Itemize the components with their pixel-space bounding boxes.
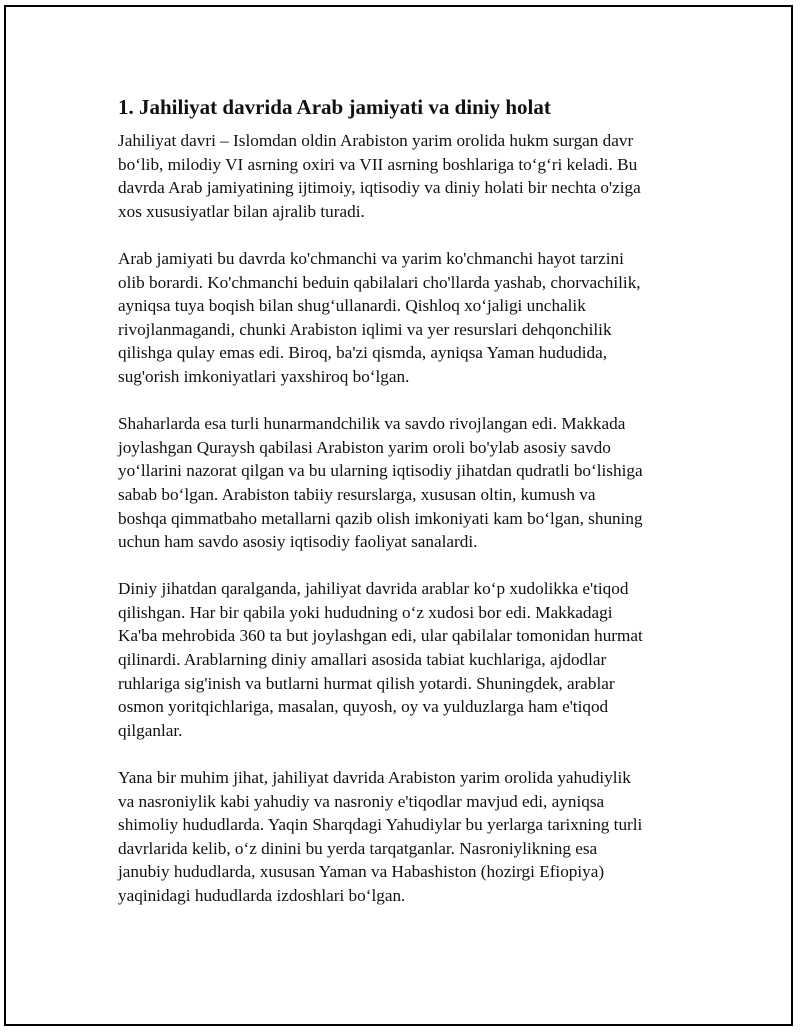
text-line: boshqa qimmatbaho metallarni qazib olish imkoniyati kam bo‘lgan, shuning	[118, 508, 643, 528]
text-line: joylashgan Quraysh qabilasi Arabiston yarim oroli bo'ylab asosiy savdo	[118, 437, 611, 457]
text-line: xos xususiyatlar bilan ajralib turadi.	[118, 201, 365, 221]
text-line: uchun ham savdo asosiy iqtisodiy faoliyat sanalardi.	[118, 532, 478, 552]
paragraph-4	[118, 577, 698, 742]
paragraph-3	[118, 412, 698, 554]
text-line: Diniy jihatdan qaralganda, jahiliyat davrida arablar ko‘p xudolikka e'tiqod	[118, 579, 629, 599]
text-line: osmon yoritqichlariga, masalan, quyosh, oy va yulduzlarga ham e'tiqod	[118, 697, 609, 717]
text-line: sug'orish imkoniyatlari yaxshiroq bo‘lgan.	[118, 366, 410, 386]
text-line: Yana bir muhim jihat, jahiliyat davrida Arabiston yarim orolida yahudiylik	[118, 768, 631, 788]
text-line: Jahiliyat davri – Islomdan oldin Arabiston yarim orolida hukm surgan davr	[118, 131, 634, 150]
text-line: rivojlanmagandi, chunki Arabiston iqlimi va yer resurslari dehqonchilik	[118, 319, 612, 339]
text-line: ruhlariga sig'inish va butlarni hurmat qilish yotardi. Shuningdek, arablar	[118, 673, 615, 693]
paragraph-1	[118, 129, 698, 223]
text-line: Shaharlarda esa turli hunarmandchilik va savdo rivojlangan edi. Makkada	[118, 414, 626, 434]
text-line: davrlarida kelib, o‘z dinini bu yerda tarqatganlar. Nasroniylikning esa	[118, 838, 598, 858]
text-line: davrda Arab jamiyatining ijtimoiy, iqtisodiy va diniy holati bir nechta o'ziga	[118, 178, 641, 198]
text-line: ayniqsa tuya boqish bilan shug‘ullanardi. Qishloq xo‘jaligi unchalik	[118, 296, 586, 316]
text-line: qilinardi. Arablarning diniy amallari asosida tabiat kuchlariga, ajdodlar	[118, 650, 607, 670]
paragraph-5	[118, 766, 698, 908]
text-line: Ka'ba mehrobida 360 ta but joylashgan edi, ular qabilalar tomonidan hurmat	[118, 626, 643, 646]
text-line: shimoliy hududlarda. Yaqin Sharqdagi Yahudiylar bu yerlarga tarixning turli	[118, 815, 643, 835]
text-line: yaqinidagi hududlarda izdoshlari bo‘lgan.	[118, 886, 406, 905]
text-line: qilishgan. Har bir qabila yoki hududning o‘z xudosi bor edi. Makkadagi	[118, 602, 613, 622]
text-line: bo‘lib, milodiy VI asrning oxiri va VII asrning boshlariga to‘g‘ri keladi. Bu	[118, 154, 638, 174]
text-line: Arab jamiyati bu davrda ko'chmanchi va yarim ko'chmanchi hayot tarzini	[118, 248, 624, 268]
text-line: va nasroniylik kabi yahudiy va nasroniy e'tiqodlar mavjud edi, ayniqsa	[118, 791, 605, 811]
text-line: yo‘llarini nazorat qilgan va bu ularning iqtisodiy jihatdan qudratli bo‘lishiga	[118, 461, 643, 481]
text-line: qilishga qulay emas edi. Biroq, ba'zi qismda, ayniqsa Yaman hududida,	[118, 343, 608, 363]
section-heading: 1. Jahiliyat davrida Arab jamiyati va diniy holat	[118, 95, 551, 119]
text-line: janubiy hududlarda, xususan Yaman va Habashiston (hozirgi Efiopiya)	[118, 862, 605, 882]
paragraph-2	[118, 247, 698, 389]
text-line: sabab bo‘lgan. Arabiston tabiiy resurslarga, xususan oltin, kumush va	[118, 484, 596, 504]
document-body	[118, 93, 698, 931]
text-line: olib borardi. Ko'chmanchi beduin qabilalari cho'llarda yashab, chorvachilik,	[118, 272, 641, 292]
text-line: qilganlar.	[118, 720, 183, 740]
